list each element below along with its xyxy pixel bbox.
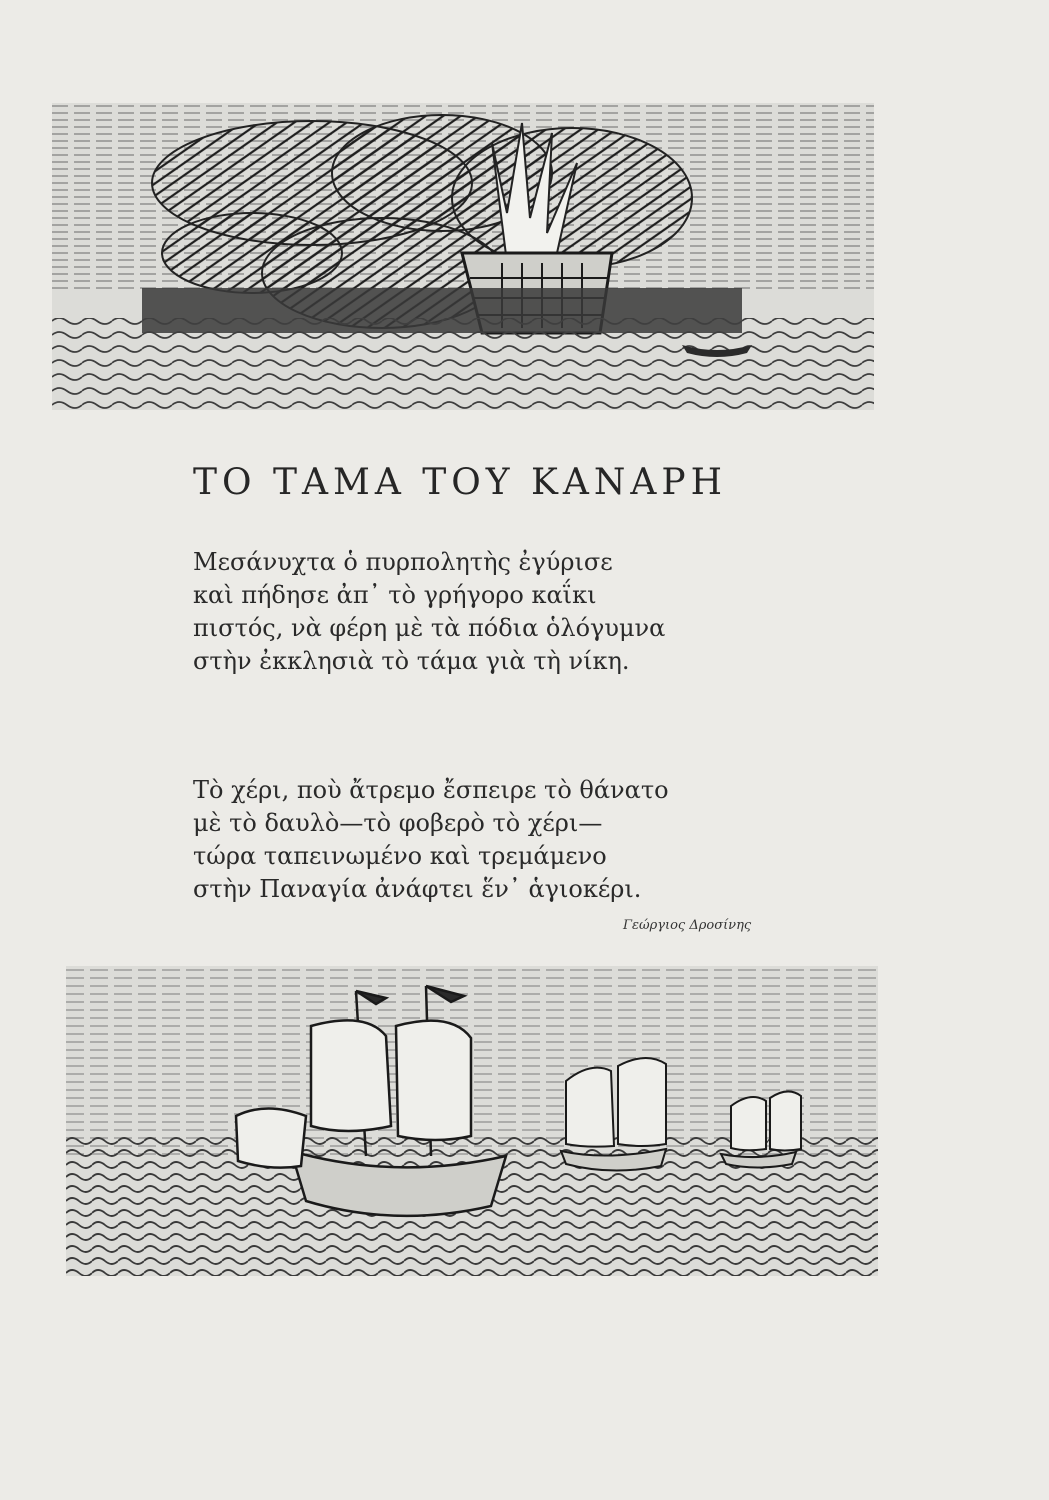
verse-line: Τὸ χέρι, ποὺ ἄτρεμο ἔσπειρε τὸ θάνατο: [193, 776, 669, 804]
burning-ship-engraving: [52, 103, 874, 410]
verse-line: στὴν ἐκκλησιὰ τὸ τάμα γιὰ τὴ νίκη.: [193, 647, 630, 675]
verse-line: τώρα ταπεινωμένο καὶ τρεμάμενο: [193, 842, 607, 870]
sailing-ships-engraving: [66, 966, 878, 1276]
verse-line: Μεσάνυχτα ὁ πυρπολητὴς ἐγύρισε: [193, 548, 613, 576]
stanza-1: [193, 546, 665, 678]
stanza-2: [193, 774, 669, 906]
verse-line: στὴν Παναγία ἀνάφτει ἕν᾽ ἁγιοκέρι.: [193, 875, 642, 903]
verse-line: πιστός, νὰ φέρη μὲ τὰ πόδια ὁλόγυμνα: [193, 614, 666, 642]
verse-line: καὶ πήδησε ἀπ᾽ τὸ γρήγορο καΐκι: [193, 581, 597, 609]
verse-line: μὲ τὸ δαυλὸ—τὸ φοβερὸ τὸ χέρι—: [193, 809, 603, 837]
author-signature: Γεώργιος Δροσίνης: [623, 918, 752, 933]
poem-title: ΤΟ ΤΑΜΑ ΤΟΥ ΚΑΝΑΡΗ: [193, 462, 728, 503]
